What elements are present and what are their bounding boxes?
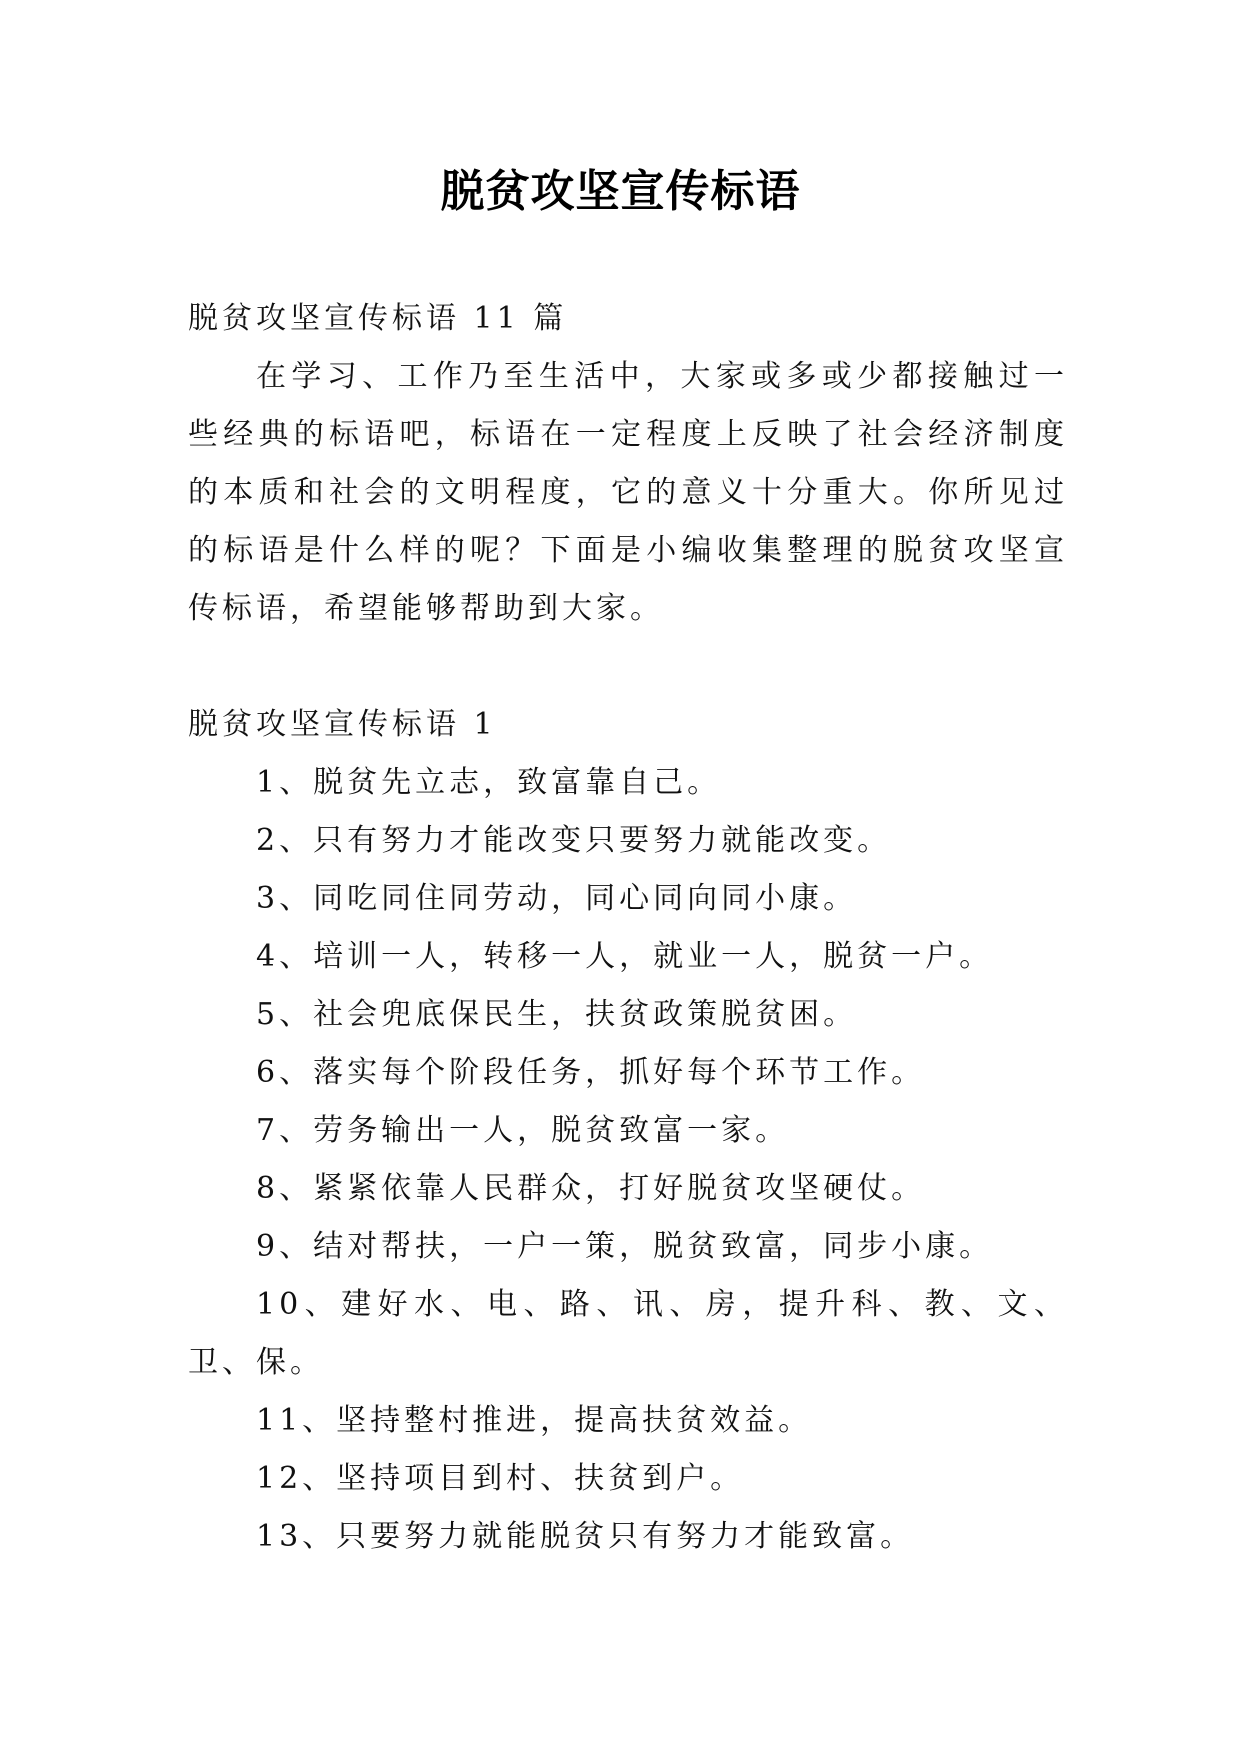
slogan-item-8: 8、紧紧依靠人民群众，打好脱贫攻坚硬仗。: [256, 1171, 926, 1206]
slogan-item-11: 11、坚持整村推进，提高扶贫效益。: [256, 1403, 813, 1438]
slogan-item-7: 7、劳务输出一人，脱贫致富一家。: [256, 1113, 790, 1148]
intro-paragraph: 在学习、工作乃至生活中，大家或多或少都接触过一些经典的标语吧，标语在一定程度上反映了社会经济制度的本质和社会的文明程度，它的意义十分重大。你所见过的标语是什么样的呢？下面是小编收集整理的脱贫攻坚宣传标语，希望能够帮助到大家。: [188, 359, 1068, 626]
slogan-item-9: 9、结对帮扶，一户一策，脱贫致富，同步小康。: [256, 1229, 994, 1264]
document-body: [188, 290, 1068, 1566]
slogan-item-5: 5、社会兜底保民生，扶贫政策脱贫困。: [256, 997, 858, 1032]
document-subtitle: 脱贫攻坚宣传标语 11 篇: [188, 301, 568, 336]
slogan-item-1: 1、脱贫先立志，致富靠自己。: [256, 765, 722, 800]
slogan-item-12: 12、坚持项目到村、扶贫到户。: [256, 1461, 745, 1496]
slogan-item-13: 13、只要努力就能脱贫只有努力才能致富。: [256, 1519, 915, 1554]
slogan-item-2: 2、只有努力才能改变只要努力就能改变。: [256, 823, 892, 858]
slogan-item-10: 10、建好水、电、路、讯、房，提升科、教、文、卫、保。: [188, 1287, 1068, 1380]
page-title: 脱贫攻坚宣传标语: [440, 166, 801, 217]
section-spacer: [188, 638, 1068, 696]
slogan-item-3: 3、同吃同住同劳动，同心同向同小康。: [256, 881, 858, 916]
slogan-item-4: 4、培训一人，转移一人，就业一人，脱贫一户。: [256, 939, 994, 974]
slogan-item-6: 6、落实每个阶段任务，抓好每个环节工作。: [256, 1055, 926, 1090]
section-title: 脱贫攻坚宣传标语 1: [188, 707, 497, 742]
